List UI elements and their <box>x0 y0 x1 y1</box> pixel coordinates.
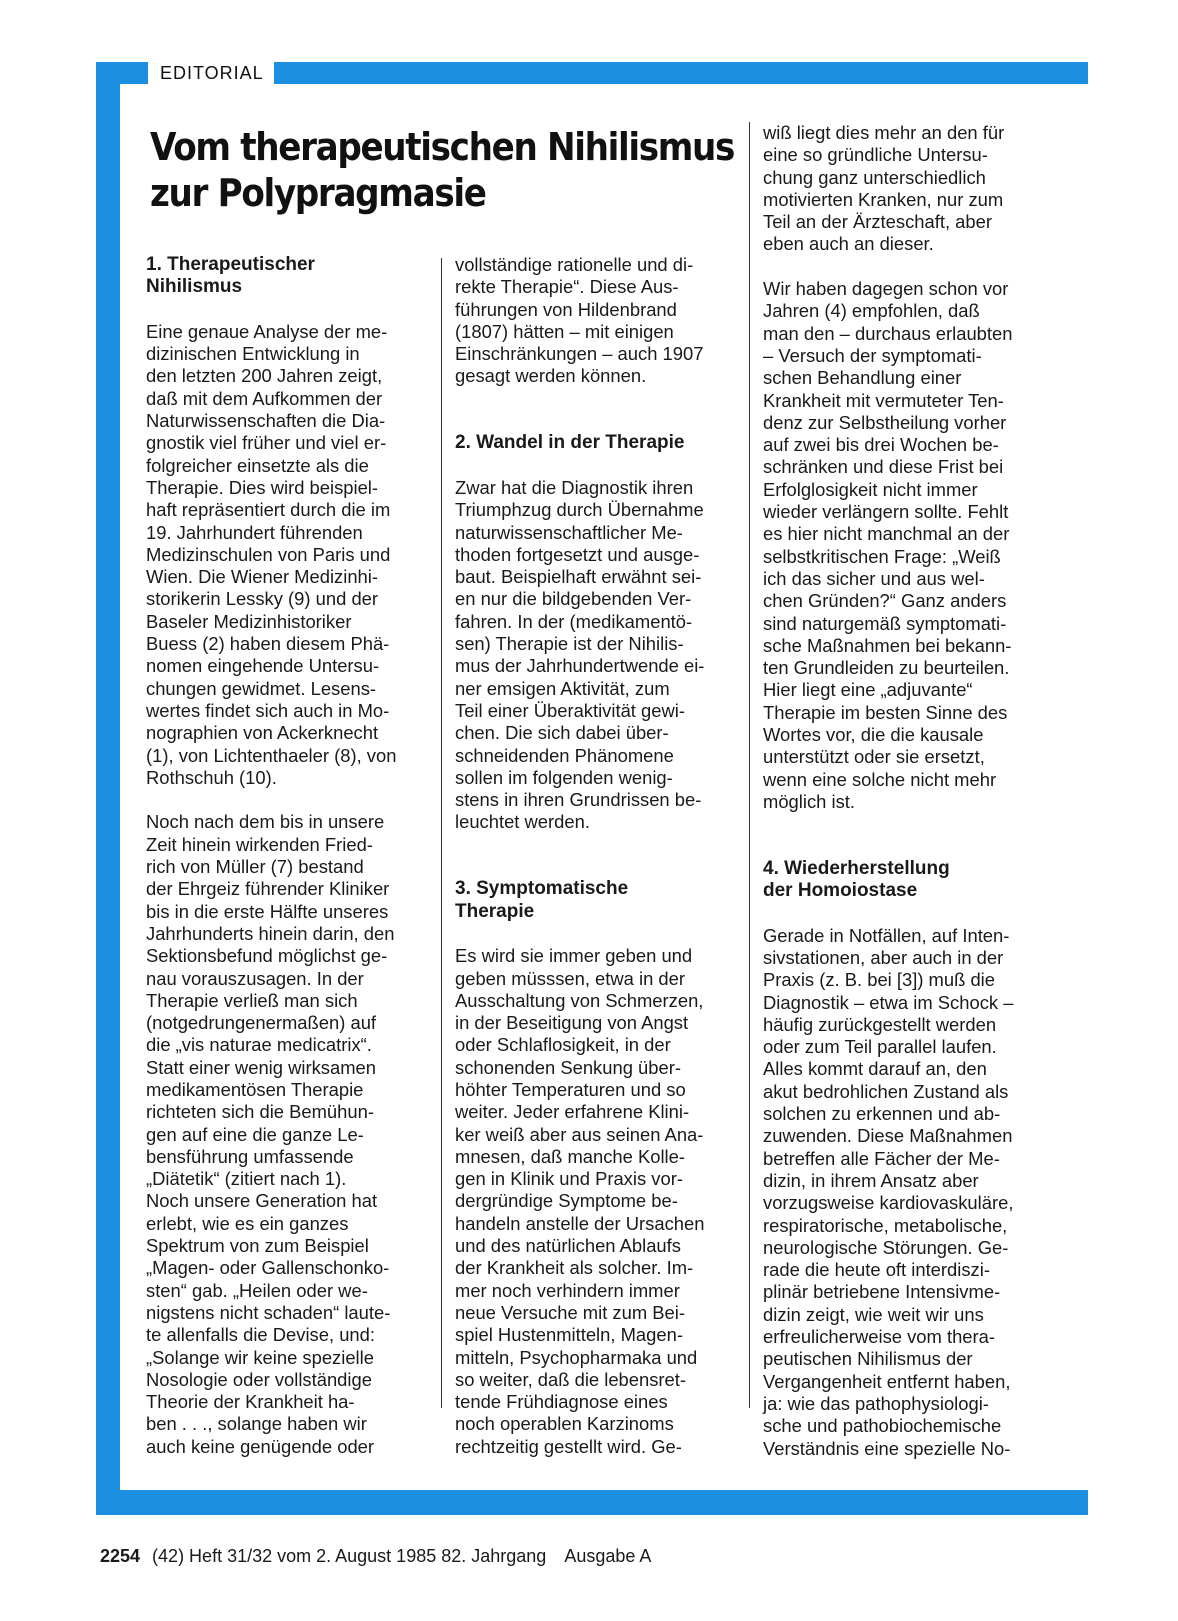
text-line: plinär betriebene Intensivme- <box>763 1281 1001 1303</box>
text-line: stens in ihren Grundrissen be- <box>455 789 702 811</box>
text-line: Es wird sie immer geben und <box>455 945 693 967</box>
text-line: (1807) hätten – mit einigen <box>455 320 674 342</box>
text-line: in der Beseitigung von Angst <box>455 1012 689 1034</box>
text-line: Statt einer wenig wirksamen <box>146 1056 376 1078</box>
text-line: mnesen, daß manche Kolle- <box>455 1145 685 1167</box>
text-line: chen Gründen?“ Ganz anders <box>763 590 1007 612</box>
text-line: vollständige rationelle und di- <box>455 254 694 275</box>
text-line: Zeit hinein wirkenden Fried- <box>146 833 373 855</box>
text-line: – Versuch der symptomati- <box>763 344 982 366</box>
text-line: medikamentösen Therapie <box>146 1078 364 1100</box>
edition-label: Ausgabe A <box>564 1546 652 1566</box>
text-line: naturwissenschaftlicher Me- <box>455 521 683 543</box>
text-line: eben auch an dieser. <box>763 233 934 255</box>
text-column-1 <box>146 254 434 1480</box>
article-title <box>150 124 735 216</box>
text-line: gnostik viel früher und viel er- <box>146 432 387 454</box>
text-line: oder zum Teil parallel laufen. <box>763 1036 997 1058</box>
page-footer <box>100 1545 651 1567</box>
text-line: der Ehrgeiz führender Kliniker <box>146 878 390 900</box>
text-line: rekte Therapie“. Diese Aus- <box>455 276 679 298</box>
text-line: dizin, in ihrem Ansatz aber <box>763 1169 979 1191</box>
text-line: eine so gründliche Untersu- <box>763 144 988 166</box>
text-line: Wien. Die Wiener Medizinhi- <box>146 566 378 588</box>
text-line: unterstützt oder sie ersetzt, <box>763 746 985 768</box>
text-line: 2. Wandel in der Therapie <box>455 432 685 454</box>
text-line: oder Schlaflosigkeit, in der <box>455 1034 671 1056</box>
text-line: nau vorauszusagen. In der <box>146 967 364 989</box>
text-line: rechtzeitig gestellt wird. Ge- <box>455 1435 682 1457</box>
text-line: ner emsigen Aktivität, zum <box>455 677 670 699</box>
text-line: 3. Symptomatische <box>455 878 629 900</box>
text-line: Alles kommt darauf an, den <box>763 1058 987 1080</box>
text-line: Praxis (z. B. bei [3]) muß die <box>763 969 995 991</box>
section-gap <box>763 836 1053 858</box>
text-line: neue Versuche mit zum Bei- <box>455 1301 685 1323</box>
text-line: Naturwissenschaften die Dia- <box>146 410 386 432</box>
text-line: solchen zu erkennen und ab- <box>763 1103 1001 1125</box>
text-line: der Krankheit als solcher. Im- <box>455 1257 694 1279</box>
paragraph <box>455 254 740 388</box>
section-heading <box>146 254 434 299</box>
text-line: Therapie im besten Sinne des <box>763 701 1008 723</box>
text-line: daß mit dem Aufkommen der <box>146 387 383 409</box>
text-line: der Homoiostase <box>763 880 918 902</box>
text-line: Buess (2) haben diesem Phä- <box>146 633 390 655</box>
paragraph <box>146 321 434 789</box>
text-line: motivierten Kranken, nur zum <box>763 188 1004 210</box>
text-line: Therapie. Dies wird beispiel- <box>146 476 379 498</box>
text-line: (1), von Lichtenthaeler (8), von <box>146 744 397 766</box>
blue-frame-bottom <box>96 1490 1088 1515</box>
text-line: höhter Temperaturen und so <box>455 1078 686 1100</box>
column-divider <box>749 122 750 1408</box>
text-line: tende Frühdiagnose eines <box>455 1391 668 1413</box>
section-heading <box>763 858 1053 903</box>
issue-info: (42) Heft 31/32 vom 2. August 1985 82. Jahrgang <box>152 1546 547 1566</box>
text-line: te allenfalls die Devise, und: <box>146 1324 375 1346</box>
text-line: denz zur Selbstheilung vorher <box>763 411 1007 433</box>
text-line: „Solange wir keine spezielle <box>146 1346 374 1368</box>
text-line: „Diätetik“ (zitiert nach 1). <box>146 1168 347 1190</box>
text-line: wenn eine solche nicht mehr <box>763 768 997 790</box>
blue-frame-left <box>96 62 120 1515</box>
text-line: Verständnis eine spezielle No- <box>763 1437 1011 1459</box>
text-line: Nosologie oder vollständige <box>146 1368 372 1390</box>
text-line: richteten sich die Bemühun- <box>146 1101 374 1123</box>
text-line: „Magen- oder Gallenschonko- <box>146 1257 390 1279</box>
text-line: haft repräsentiert durch die im <box>146 499 391 521</box>
section-gap <box>455 410 740 432</box>
text-line: nigstens nicht schaden“ laute- <box>146 1301 391 1323</box>
text-line: schränken und diese Frist bei <box>763 456 1004 478</box>
text-line: dizin zeigt, wie weit wir uns <box>763 1303 984 1325</box>
text-line: wertes findet sich auch in Mo- <box>146 699 390 721</box>
text-line: selbstkritischen Frage: „Weiß <box>763 545 1001 567</box>
text-line: 4. Wiederherstellung <box>763 857 950 879</box>
section-heading <box>455 878 740 923</box>
text-line: akut bedrohlichen Zustand als <box>763 1080 1009 1102</box>
text-line: dizinischen Entwicklung in <box>146 343 360 365</box>
section-tag: EDITORIAL <box>148 62 274 84</box>
text-line: sten“ gab. „Heilen oder we- <box>146 1279 368 1301</box>
text-line: nographien von Ackerknecht <box>146 722 379 744</box>
text-line: chen. Die sich dabei über- <box>455 722 669 744</box>
paragraph <box>146 811 434 1458</box>
paragraph <box>763 925 1053 1460</box>
text-line: Jahren (4) empfohlen, daß <box>763 300 980 322</box>
section-gap <box>455 856 740 878</box>
text-line: peutischen Nihilismus der <box>763 1348 973 1370</box>
text-line: noch operablen Karzinoms <box>455 1413 674 1435</box>
text-line: häufig zurückgestellt werden <box>763 1013 997 1035</box>
paragraph <box>455 477 740 834</box>
text-line: so weiter, daß die lebensret- <box>455 1368 687 1390</box>
text-line: sind naturgemäß symptomati- <box>763 612 1007 634</box>
text-line: handeln anstelle der Ursachen <box>455 1212 705 1234</box>
text-line: sen) Therapie ist der Nihilis- <box>455 633 684 655</box>
text-line: Diagnostik – etwa im Schock – <box>763 991 1014 1013</box>
text-line: sche und pathobiochemische <box>763 1415 1002 1437</box>
text-line: dergründige Symptome be- <box>455 1190 678 1212</box>
text-line: die „vis naturae medicatrix“. <box>146 1034 372 1056</box>
text-line: wieder verlängern sollte. Fehlt <box>763 501 1009 523</box>
text-line: Theorie der Krankheit ha- <box>146 1391 355 1413</box>
text-line: Wortes vor, die die kausale <box>763 724 984 746</box>
text-line: mus der Jahrhundertwende ei- <box>455 655 705 677</box>
text-line: baut. Beispielhaft erwähnt sei- <box>455 566 702 588</box>
text-line: Sektionsbefund möglichst ge- <box>146 945 388 967</box>
text-line: Nihilismus <box>146 276 243 298</box>
text-line: den letzten 200 Jahren zeigt, <box>146 365 383 387</box>
paragraph <box>455 945 740 1458</box>
text-line: Baseler Medizinhistoriker <box>146 610 352 632</box>
text-line: Krankheit mit vermuteter Ten- <box>763 389 1004 411</box>
text-line: sche Maßnahmen bei bekann- <box>763 634 1012 656</box>
text-line: 19. Jahrhundert führenden <box>146 521 363 543</box>
text-line: Therapie <box>455 900 535 922</box>
text-line: ben . . ., solange haben wir <box>146 1413 367 1435</box>
text-line: Zwar hat die Diagnostik ihren <box>455 476 694 498</box>
text-line: Therapie verließ man sich <box>146 989 358 1011</box>
text-column-3 <box>763 122 1053 1482</box>
text-line: thoden fortgesetzt und ausge- <box>455 543 700 565</box>
text-line: mer noch verhindern immer <box>455 1279 680 1301</box>
text-line: Noch unsere Generation hat <box>146 1190 378 1212</box>
text-line: Medizinschulen von Paris und <box>146 543 391 565</box>
text-line: führungen von Hildenbrand <box>455 298 677 320</box>
section-heading <box>455 432 740 454</box>
text-line: geben müsssen, etwa in der <box>455 967 686 989</box>
text-line: Teil an der Ärzteschaft, aber <box>763 211 992 233</box>
text-line: möglich ist. <box>763 790 855 812</box>
text-line: erfreulicherweise vom thera- <box>763 1326 996 1348</box>
text-line: Spektrum von zum Beispiel <box>146 1235 369 1257</box>
text-line: Gerade in Notfällen, auf Inten- <box>763 924 1010 946</box>
text-line: erlebt, wie es ein ganzes <box>146 1212 349 1234</box>
text-line: spiel Hustenmitteln, Magen- <box>455 1324 683 1346</box>
text-line: Vergangenheit entfernt haben, <box>763 1370 1011 1392</box>
text-line: rich von Müller (7) bestand <box>146 856 364 878</box>
text-line: Rothschuh (10). <box>146 766 277 788</box>
text-line: storikerin Lessky (9) und der <box>146 588 379 610</box>
text-line: bensführung umfassende <box>146 1145 354 1167</box>
text-line: chung ganz unterschiedlich <box>763 166 986 188</box>
text-line: man den – durchaus erlaubten <box>763 322 1013 344</box>
paragraph <box>763 122 1053 256</box>
paragraph <box>763 278 1053 813</box>
text-line: Erfolglosigkeit nicht immer <box>763 478 978 500</box>
text-line: neurologische Störungen. Ge- <box>763 1236 1009 1258</box>
text-line: leuchtet werden. <box>455 811 590 833</box>
text-line: nomen eingehende Untersu- <box>146 655 380 677</box>
text-line: chungen gewidmet. Lesens- <box>146 677 377 699</box>
text-line: weiter. Jeder erfahrene Klini- <box>455 1101 690 1123</box>
text-line: rade die heute oft interdiszi- <box>763 1259 990 1281</box>
text-line: betreffen alle Fächer der Me- <box>763 1147 1000 1169</box>
text-line: auf zwei bis drei Wochen be- <box>763 434 999 456</box>
text-line: en nur die bildgebenden Ver- <box>455 588 692 610</box>
text-line: Wir haben dagegen schon vor <box>763 278 1009 300</box>
text-line: gesagt werden können. <box>455 365 647 387</box>
text-line: schneidenden Phänomene <box>455 744 674 766</box>
text-line: Teil einer Überaktivität gewi- <box>455 699 685 721</box>
text-line: schonenden Senkung über- <box>455 1056 681 1078</box>
text-line: Jahrhunderts hinein darin, den <box>146 922 395 944</box>
text-line: sollen im folgenden wenig- <box>455 766 673 788</box>
text-line: Noch nach dem bis in unsere <box>146 811 385 833</box>
text-line: ker weiß aber aus seinen Ana- <box>455 1123 704 1145</box>
text-line: auch keine genügende oder <box>146 1435 375 1457</box>
text-line: bis in die erste Hälfte unseres <box>146 900 389 922</box>
text-line: (notgedrungenermaßen) auf <box>146 1012 377 1034</box>
text-line: Eine genaue Analyse der me- <box>146 320 388 342</box>
text-line: Einschränkungen – auch 1907 <box>455 343 704 365</box>
text-line: es hier nicht manchmal an der <box>763 523 1010 545</box>
text-line: wiß liegt dies mehr an den für <box>763 122 1005 143</box>
text-line: zuwenden. Diese Maßnahmen <box>763 1125 1013 1147</box>
text-line: mitteln, Psychopharmaka und <box>455 1346 698 1368</box>
column-divider <box>441 258 442 1408</box>
text-line: 1. Therapeutischer <box>146 254 315 275</box>
page-number: 2254 <box>100 1546 141 1566</box>
text-line: vorzugsweise kardiovaskuläre, <box>763 1192 1014 1214</box>
text-line: fahren. In der (medikamentö- <box>455 610 693 632</box>
text-line: Triumphzug durch Übernahme <box>455 499 704 521</box>
text-line: und des natürlichen Ablaufs <box>455 1235 681 1257</box>
text-line: folgreicher einsetzte als die <box>146 454 369 476</box>
text-line: Hier liegt eine „adjuvante“ <box>763 679 973 701</box>
text-column-2 <box>455 254 740 1480</box>
text-line: sivstationen, aber auch in der <box>763 946 1004 968</box>
title-line: zur Polypragmasie <box>150 171 486 215</box>
text-line: schen Behandlung einer <box>763 367 962 389</box>
text-line: ten Grundleiden zu beurteilen. <box>763 657 1010 679</box>
text-line: ich das sicher und aus wel- <box>763 567 985 589</box>
text-line: Ausschaltung von Schmerzen, <box>455 989 704 1011</box>
text-line: gen auf eine die ganze Le- <box>146 1123 364 1145</box>
title-line: Vom therapeutischen Nihilismus <box>150 125 735 169</box>
text-line: ja: wie das pathophysiologi- <box>763 1392 989 1414</box>
text-line: gen in Klinik und Praxis vor- <box>455 1168 683 1190</box>
text-line: respiratorische, metabolische, <box>763 1214 1008 1236</box>
